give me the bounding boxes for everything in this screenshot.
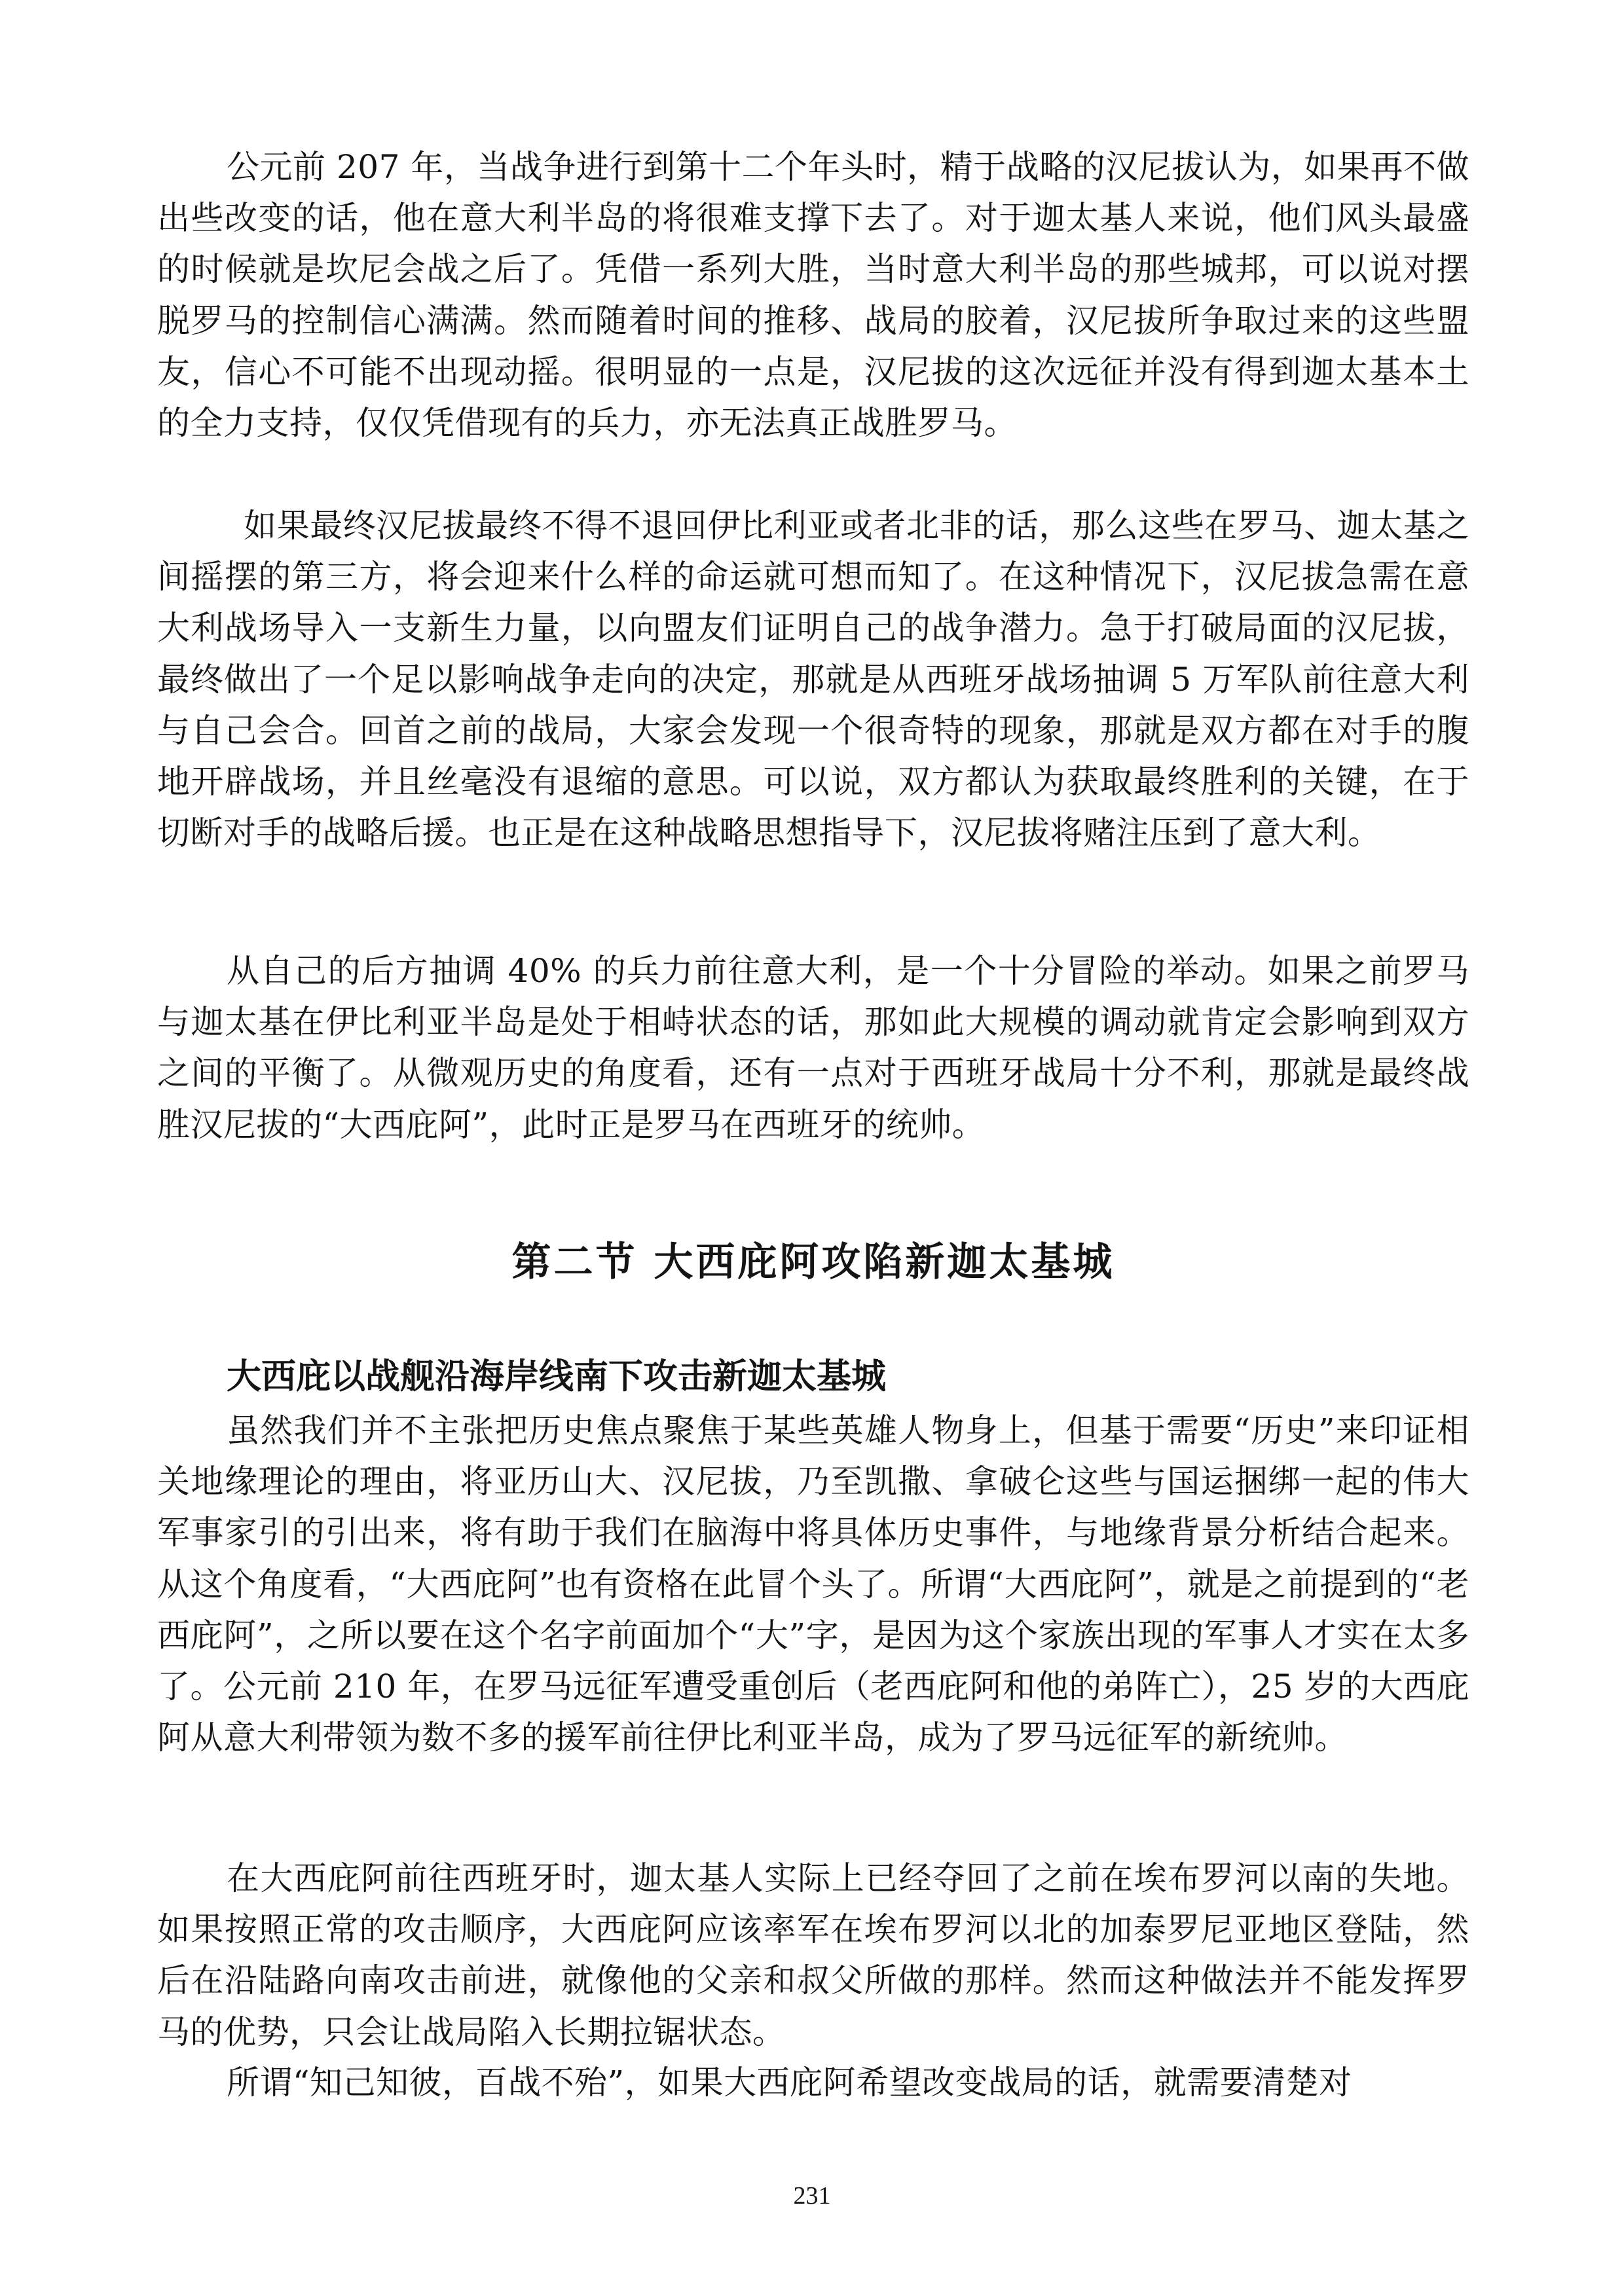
body-paragraph-2: 如果最终汉尼拔最终不得不退回伊比利亚或者北非的话，那么这些在罗马、迦太基之间摇摆的第三方，将会迎来什么样的命运就可想而知了。在这种情况下，汉尼拔急需在意大利战场导入一支新生力量，以向盟友们证明自己的战争潜力。急于打破局面的汉尼拔，最终做出了一个足以影响战争走向的决定，那就是从西班牙战场抽调 5 万军队前往意大利与自己会合。回首之前的战局，大家会发现一个很奇特的现象，那就是双方都在对手的腹地开辟战场，并且丝毫没有退缩的意思。可以说，双方都认为获取最终胜利的关键，在于切断对手的战略后援。也正是在这种战略思想指导下，汉尼拔将赌注压到了意大利。	[157, 507, 1469, 852]
body-paragraph-5: 在大西庇阿前往西班牙时，迦太基人实际上已经夺回了之前在埃布罗河以南的失地。如果按照正常的攻击顺序，大西庇阿应该率军在埃布罗河以北的加泰罗尼亚地区登陆，然后在沿陆路向南攻击前进，就像他的父亲和叔父所做的那样。然而这种做法并不能发挥罗马的优势，只会让战局陷入长期拉锯状态。	[157, 1859, 1469, 2051]
section-title: 第二节 大西庇阿攻陷新迦太基城	[511, 1239, 1115, 1285]
body-paragraph-6: 所谓“知己知彼，百战不殆”，如果大西庇阿希望改变战局的话，就需要清楚对	[227, 2064, 1352, 2102]
body-paragraph-4: 虽然我们并不主张把历史焦点聚焦于某些英雄人物身上，但基于需要“历史”来印证相关地缘理论的理由，将亚历山大、汉尼拔，乃至凯撒、拿破仑这些与国运捆绑一起的伟大军事家引的引出来，将有助于我们在脑海中将具体历史事件，与地缘背景分析结合起来。从这个角度看，“大西庇阿”也有资格在此冒个头了。所谓“大西庇阿”，就是之前提到的“老西庇阿”，之所以要在这个名字前面加个“大”字，是因为这个家族出现的军事人才实在太多了。公元前 210 年，在罗马远征军遭受重创后（老西庇阿和他的弟阵亡），25 岁的大西庇阿从意大利带领为数不多的援军前往伊比利亚半岛，成为了罗马远征军的新统帅。	[157, 1412, 1469, 1757]
subsection-title: 大西庇以战舰沿海岸线南下攻击新迦太基城	[227, 1357, 886, 1396]
body-paragraph-1: 公元前 207 年，当战争进行到第十二个年头时，精于战略的汉尼拔认为，如果再不做出些改变的话，他在意大利半岛的将很难支撑下去了。对于迦太基人来说，他们风头最盛的时候就是坎尼会战之后了。凭借一系列大胜，当时意大利半岛的那些城邦，可以说对摆脱罗马的控制信心满满。然而随着时间的推移、战局的胶着，汉尼拔所争取过来的这些盟友，信心不可能不出现动摇。很明显的一点是，汉尼拔的这次远征并没有得到迦太基本土的全力支持，仅仅凭借现有的兵力，亦无法真正战胜罗马。	[157, 148, 1469, 443]
body-paragraph-3: 从自己的后方抽调 40% 的兵力前往意大利，是一个十分冒险的举动。如果之前罗马与迦太基在伊比利亚半岛是处于相峙状态的话，那如此大规模的调动就肯定会影响到双方之间的平衡了。从微观历史的角度看，还有一点对于西班牙战局十分不利，那就是最终战胜汉尼拔的“大西庇阿”，此时正是罗马在西班牙的统帅。	[157, 952, 1469, 1144]
page-number: 231	[793, 2182, 831, 2210]
